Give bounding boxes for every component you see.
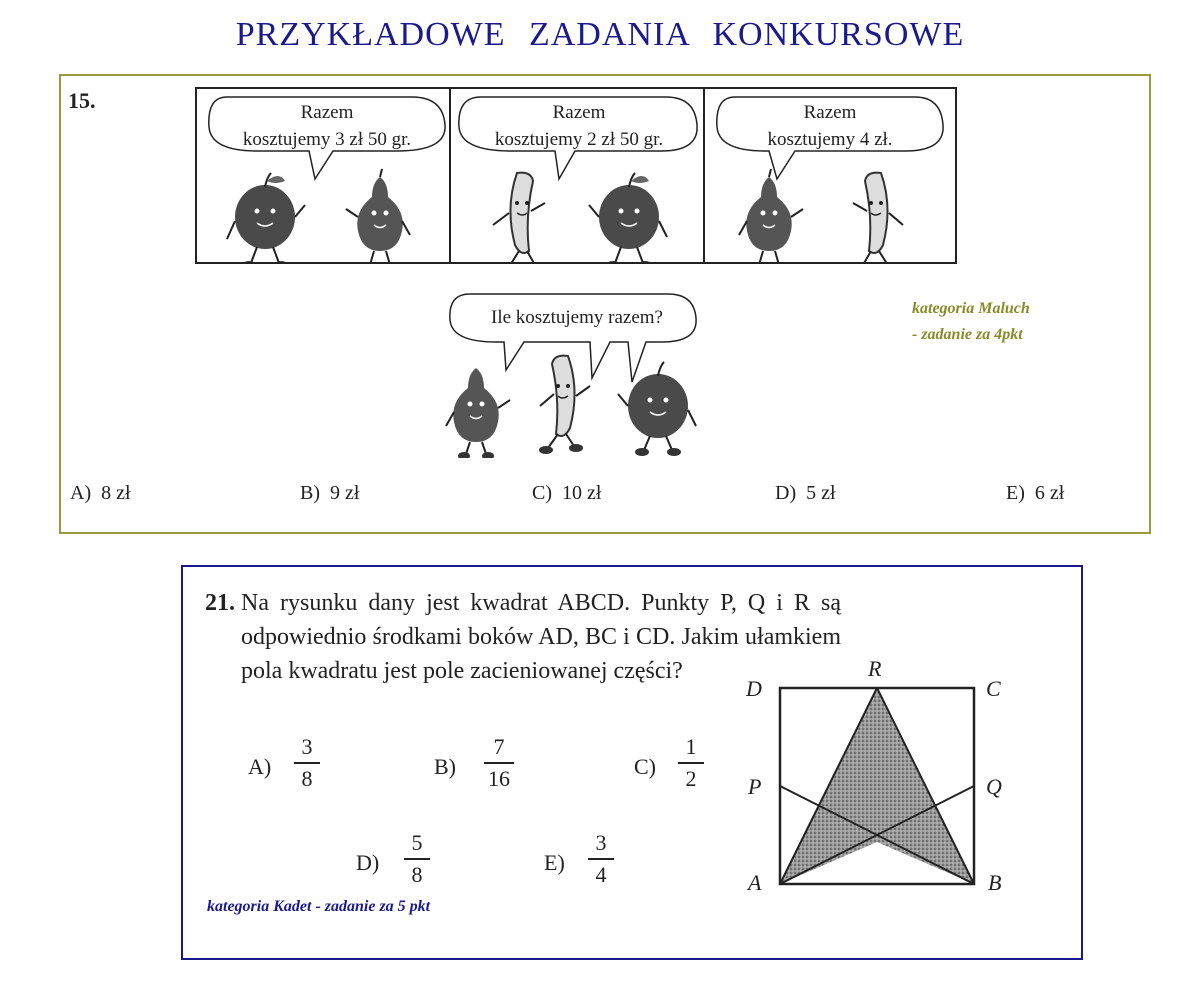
point-c-label: C — [986, 676, 1001, 701]
point-a-label: A — [748, 870, 762, 895]
banana-character — [853, 173, 903, 262]
answer-21-d-fraction: 5 8 — [402, 830, 432, 888]
answer-21-e-label: E) — [544, 850, 565, 875]
square-figure — [770, 680, 990, 900]
category-maluch-line-1: kategoria Maluch — [912, 300, 1030, 317]
task-21-number: 21. — [205, 590, 235, 616]
answer-15-e: E) 6 zł — [1006, 482, 1065, 504]
comic-panel-2 — [451, 89, 703, 262]
pear-character — [346, 169, 410, 262]
point-p-label: P — [748, 774, 762, 799]
answer-15-a: A) 8 zł — [70, 482, 131, 504]
task-21-text: Na rysunku dany jest kwadrat ABCD. Punkty P, Q i R są odpowiednio środkami boków AD, BC i CD. Jakim ułamkiem pola kwadratu jest pole zacieniowanej części? — [241, 590, 841, 684]
pear-character — [739, 169, 803, 262]
answer-21-e-fraction: 3 4 — [586, 830, 616, 888]
answer-21-a-fraction: 3 8 — [292, 734, 322, 792]
answer-21-d-label: D) — [356, 850, 380, 875]
point-d-label: D — [746, 676, 762, 701]
answer-21-b-label: B) — [434, 754, 456, 779]
answer-21-c-fraction: 1 2 — [676, 734, 706, 792]
bubble-2-line-1: Razem — [552, 102, 606, 123]
answer-15-c: C) 10 zł — [532, 482, 602, 504]
category-maluch-line-2: - zadanie za 4pkt — [912, 326, 1023, 343]
category-maluch — [912, 296, 1030, 348]
answer-21-a-label: A) — [248, 754, 272, 779]
banana-character — [539, 356, 590, 454]
bubble-1-line-2: kosztujemy 3 zł 50 gr. — [242, 129, 412, 150]
comic-panel-3 — [705, 89, 955, 262]
bubble-text-3 — [717, 99, 943, 153]
answer-15-d: D) 5 zł — [775, 482, 836, 504]
comic-panel-1 — [197, 89, 449, 262]
bubble-1-line-1: Razem — [300, 102, 354, 123]
answer-15-b: B) 9 zł — [300, 482, 360, 504]
task-21-question — [205, 586, 1035, 688]
pear-character — [446, 368, 510, 458]
bubble-2-line-2: kosztujemy 2 zł 50 gr. — [494, 129, 664, 150]
bubble-3-line-2: kosztujemy 4 zł. — [767, 129, 893, 150]
category-kadet: kategoria Kadet - zadanie za 5 pkt — [207, 898, 431, 915]
bubble-text-2 — [461, 99, 697, 153]
task-15-number: 15. — [68, 88, 96, 113]
comic-panels — [195, 87, 957, 264]
apple-character — [589, 173, 667, 262]
bubble-text-1 — [211, 99, 443, 153]
shaded-region — [780, 688, 974, 884]
apple-character — [618, 362, 696, 456]
page-title: PRZYKŁADOWE ZADANIA KONKURSOWE — [235, 16, 965, 53]
point-r-label: R — [868, 656, 882, 681]
bubble-3-line-1: Razem — [803, 102, 857, 123]
question-bubble-text: Ile kosztujemy razem? — [491, 307, 663, 328]
answer-21-c-label: C) — [634, 754, 656, 779]
point-b-label: B — [988, 870, 1002, 895]
answer-21-b-fraction: 7 16 — [482, 734, 516, 792]
banana-character — [493, 173, 545, 262]
apple-character — [227, 173, 305, 262]
point-q-label: Q — [986, 774, 1002, 799]
